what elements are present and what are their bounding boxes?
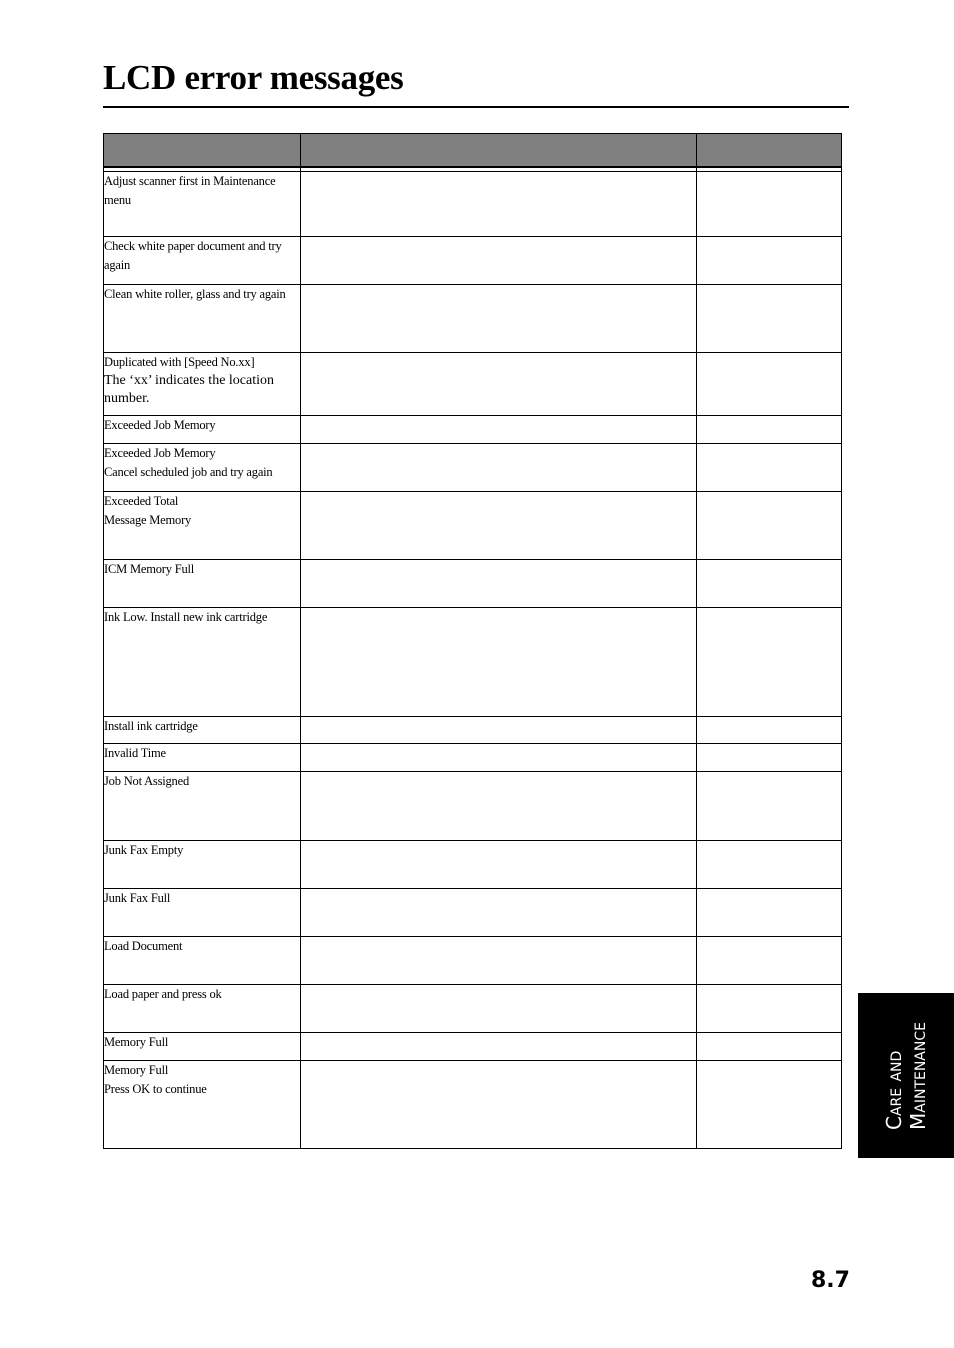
solution-cell bbox=[697, 560, 842, 608]
solution-cell bbox=[697, 492, 842, 560]
table-row bbox=[104, 1061, 842, 1149]
meaning-cell bbox=[301, 717, 697, 744]
meaning-cell bbox=[301, 444, 697, 492]
solution-cell bbox=[697, 985, 842, 1033]
table-row bbox=[104, 444, 842, 492]
error-message-cell bbox=[104, 1033, 301, 1061]
header-message-cell bbox=[104, 134, 301, 168]
error-message-line: Clean white roller, glass and try again bbox=[104, 287, 286, 301]
solution-cell bbox=[697, 717, 842, 744]
error-message-line: Adjust scanner first in Maintenance bbox=[104, 174, 276, 188]
error-message-line: Install ink cartridge bbox=[104, 719, 198, 733]
error-message-line: Memory Full bbox=[104, 1063, 169, 1077]
solution-cell bbox=[697, 889, 842, 937]
error-message-cell bbox=[104, 937, 301, 985]
meaning-cell bbox=[301, 889, 697, 937]
table-row bbox=[104, 560, 842, 608]
table-row bbox=[104, 744, 842, 772]
error-message-cell bbox=[104, 285, 301, 353]
page-title: LCD error messages bbox=[103, 58, 404, 97]
table-row bbox=[104, 353, 842, 416]
error-message-line: Load paper and press ok bbox=[104, 987, 222, 1001]
solution-cell bbox=[697, 444, 842, 492]
table-row bbox=[104, 285, 842, 353]
error-message-line: Invalid Time bbox=[104, 746, 166, 760]
meaning-cell bbox=[301, 1061, 697, 1149]
page-number: 8.7 bbox=[811, 1268, 850, 1293]
error-message-cell bbox=[104, 560, 301, 608]
error-message-line: Memory Full bbox=[104, 1035, 169, 1049]
side-tab-line-2: Maintenance bbox=[906, 1021, 930, 1130]
table-row bbox=[104, 416, 842, 444]
solution-cell bbox=[697, 744, 842, 772]
meaning-cell bbox=[301, 608, 697, 717]
meaning-cell bbox=[301, 285, 697, 353]
error-message-cell bbox=[104, 889, 301, 937]
meaning-cell bbox=[301, 744, 697, 772]
table-row bbox=[104, 937, 842, 985]
error-message-line: Message Memory bbox=[104, 512, 192, 527]
error-message-line: Exceeded Total bbox=[104, 494, 179, 508]
meaning-cell bbox=[301, 172, 697, 237]
table-row bbox=[104, 841, 842, 889]
meaning-cell bbox=[301, 492, 697, 560]
error-message-line: Junk Fax Full bbox=[104, 891, 171, 905]
meaning-cell bbox=[301, 772, 697, 841]
error-message-line: Job Not Assigned bbox=[104, 774, 190, 788]
error-message-line: menu bbox=[104, 192, 131, 207]
meaning-cell bbox=[301, 237, 697, 285]
solution-cell bbox=[697, 772, 842, 841]
solution-cell bbox=[697, 353, 842, 416]
solution-cell bbox=[697, 237, 842, 285]
error-message-cell bbox=[104, 353, 301, 416]
meaning-cell bbox=[301, 560, 697, 608]
error-message-line: number. bbox=[104, 391, 150, 406]
error-message-cell bbox=[104, 772, 301, 841]
table-row bbox=[104, 172, 842, 237]
error-message-line: Exceeded Job Memory bbox=[104, 418, 216, 432]
meaning-cell bbox=[301, 416, 697, 444]
error-message-line: Check white paper document and try bbox=[104, 239, 282, 253]
solution-cell bbox=[697, 285, 842, 353]
error-message-cell bbox=[104, 444, 301, 492]
meaning-cell bbox=[301, 1033, 697, 1061]
side-tab-line-1: Care and bbox=[882, 1050, 906, 1130]
solution-cell bbox=[697, 416, 842, 444]
error-message-cell bbox=[104, 416, 301, 444]
error-message-cell bbox=[104, 172, 301, 237]
error-messages-table bbox=[103, 133, 842, 1149]
header-solution-cell bbox=[697, 134, 842, 168]
error-message-cell bbox=[104, 985, 301, 1033]
meaning-cell bbox=[301, 937, 697, 985]
error-message-line: The ‘xx’ indicates the location bbox=[104, 372, 275, 388]
error-message-cell bbox=[104, 492, 301, 560]
header-meaning-cell bbox=[301, 134, 697, 168]
table-row bbox=[104, 492, 842, 560]
error-message-cell bbox=[104, 717, 301, 744]
error-message-cell bbox=[104, 841, 301, 889]
table-row bbox=[104, 1033, 842, 1061]
error-message-line: Junk Fax Empty bbox=[104, 843, 184, 857]
error-message-cell bbox=[104, 1061, 301, 1149]
error-message-cell bbox=[104, 237, 301, 285]
table-header-row bbox=[104, 134, 842, 168]
error-message-line: Cancel scheduled job and try again bbox=[104, 464, 273, 479]
table-row bbox=[104, 608, 842, 717]
error-message-line: Ink Low. Install new ink cartridge bbox=[104, 610, 268, 624]
solution-cell bbox=[697, 1061, 842, 1149]
section-side-tab bbox=[858, 993, 954, 1158]
meaning-cell bbox=[301, 841, 697, 889]
error-message-line: again bbox=[104, 257, 131, 272]
solution-cell bbox=[697, 1033, 842, 1061]
error-message-line: Duplicated with [Speed No.xx] bbox=[104, 355, 255, 369]
error-message-line: Load Document bbox=[104, 939, 183, 953]
solution-cell bbox=[697, 841, 842, 889]
solution-cell bbox=[697, 608, 842, 717]
meaning-cell bbox=[301, 985, 697, 1033]
error-message-line: ICM Memory Full bbox=[104, 562, 195, 576]
error-message-cell bbox=[104, 744, 301, 772]
side-tab-label bbox=[882, 1022, 930, 1130]
solution-cell bbox=[697, 172, 842, 237]
error-message-cell bbox=[104, 608, 301, 717]
table-row bbox=[104, 717, 842, 744]
table-row bbox=[104, 889, 842, 937]
table-row bbox=[104, 985, 842, 1033]
table-row bbox=[104, 772, 842, 841]
error-message-line: Press OK to continue bbox=[104, 1081, 207, 1096]
solution-cell bbox=[697, 937, 842, 985]
title-rule bbox=[103, 106, 849, 108]
table-row bbox=[104, 237, 842, 285]
error-message-line: Exceeded Job Memory bbox=[104, 446, 216, 460]
meaning-cell bbox=[301, 353, 697, 416]
